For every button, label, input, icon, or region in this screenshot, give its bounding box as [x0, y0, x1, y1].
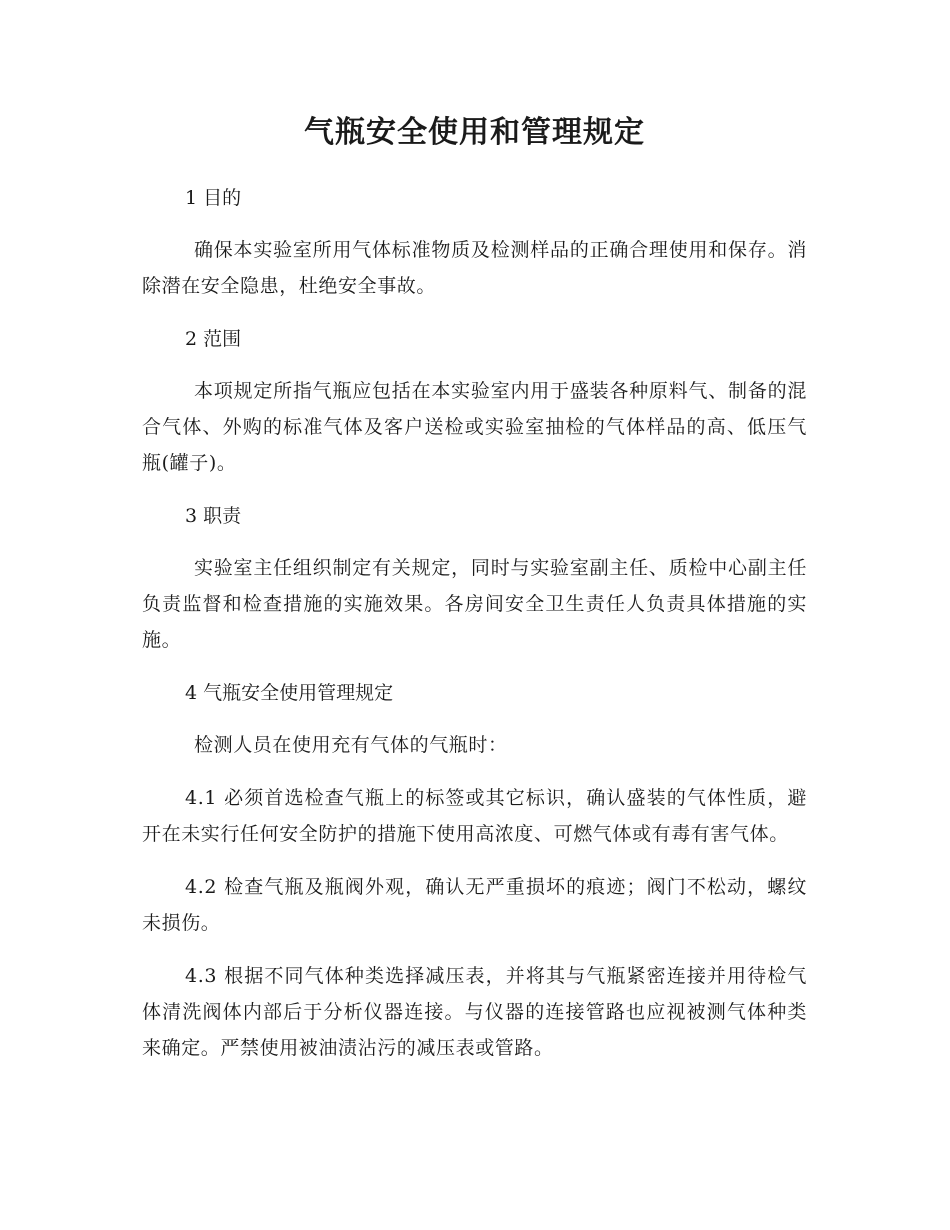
section-text-scope: 本项规定所指气瓶应包括在本实验室内用于盛装各种原料气、制备的混合气体、外购的标准气体及客户送检或实验室抽检的气体样品的高、低压气瓶(罐子)。 [142, 380, 807, 474]
section-heading-scope: 2 范围 [185, 328, 242, 350]
clause-4-3: 4.3 根据不同气体种类选择减压表，并将其与气瓶紧密连接并用待检气体清洗阀体内部后于分析仪器连接。与仪器的连接管路也应视被测气体种类来确定。严禁使用被油渍沾污的减压表或管路。 [142, 965, 807, 1059]
section-text-rules-intro: 检测人员在使用充有气体的气瓶时： [194, 734, 508, 756]
section-text-purpose: 确保本实验室所用气体标准物质及检测样品的正确合理使用和保存。消除潜在安全隐患，杜绝安全事故。 [142, 239, 807, 297]
section-heading-purpose: 1 目的 [185, 187, 242, 209]
document-page [142, 112, 807, 1083]
section-text-duty: 实验室主任组织制定有关规定，同时与实验室副主任、质检中心副主任负责监督和检查措施的实施效果。各房间安全卫生责任人负责具体措施的实施。 [142, 557, 807, 651]
section-heading-duty: 3 职责 [185, 505, 242, 527]
section-heading-rules: 4 气瓶安全使用管理规定 [185, 682, 394, 704]
clause-4-1: 4.1 必须首选检查气瓶上的标签或其它标识，确认盛装的气体性质，避开在未实行任何安全防护的措施下使用高浓度、可燃气体或有毒有害气体。 [142, 787, 807, 845]
clause-4-2: 4.2 检查气瓶及瓶阀外观，确认无严重损坏的痕迹；阀门不松动，螺纹未损伤。 [142, 876, 807, 934]
document-title: 气瓶安全使用和管理规定 [304, 115, 645, 150]
